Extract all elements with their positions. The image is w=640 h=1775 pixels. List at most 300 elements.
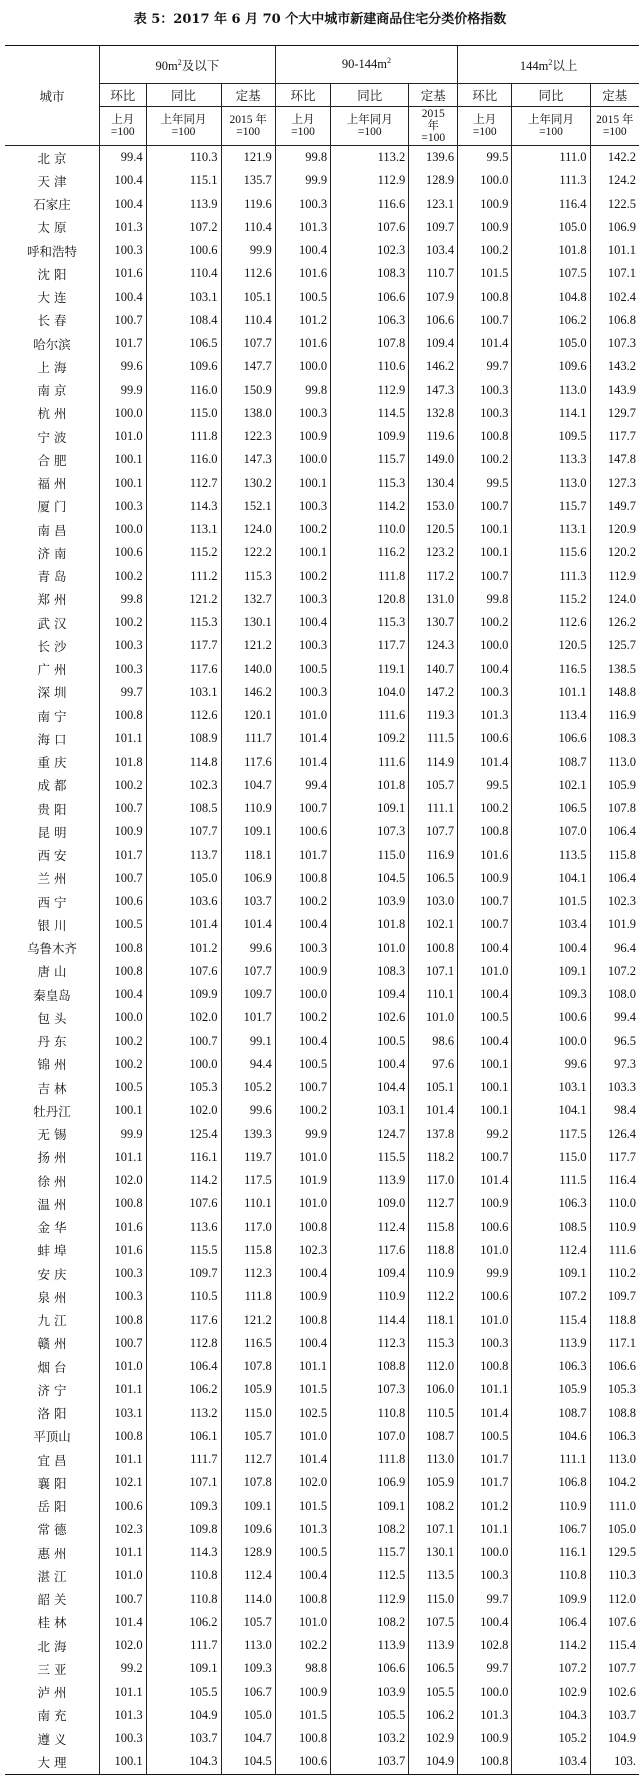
table-row — [5, 402, 639, 425]
index-value: 121.2 — [221, 1309, 275, 1332]
index-value: 112.6 — [512, 611, 590, 634]
index-value: 112.2 — [409, 1285, 458, 1308]
index-value: 112.9 — [590, 565, 639, 588]
city-name: 乌鲁木齐 — [26, 941, 77, 957]
index-value: 116.0 — [146, 379, 221, 402]
city-name: 扬 州 — [37, 1150, 67, 1166]
index-value: 110.5 — [409, 1402, 458, 1425]
index-value: 101.2 — [146, 937, 221, 960]
index-value: 101.0 — [458, 1239, 512, 1262]
index-value: 114.1 — [512, 402, 590, 425]
city-name: 济 宁 — [37, 1382, 67, 1398]
index-value: 107.8 — [221, 1355, 275, 1378]
index-value: 99.1 — [221, 1030, 275, 1053]
index-value: 111.0 — [512, 146, 590, 170]
index-value: 100.4 — [458, 658, 512, 681]
city-name: 广 州 — [37, 662, 67, 678]
index-value: 115.3 — [146, 611, 221, 634]
index-value: 117.6 — [331, 1239, 409, 1262]
city-name: 青 岛 — [37, 569, 67, 585]
index-value: 117.7 — [590, 1146, 639, 1169]
index-value: 105.7 — [221, 1611, 275, 1634]
index-value: 101.1 — [99, 1681, 146, 1704]
index-value: 101.0 — [99, 1355, 146, 1378]
index-value: 101.3 — [99, 216, 146, 239]
index-value: 105.9 — [590, 774, 639, 797]
index-value: 119.7 — [221, 1146, 275, 1169]
index-value: 113.6 — [146, 1216, 221, 1239]
index-value: 100.3 — [275, 193, 330, 216]
index-value: 115.3 — [331, 472, 409, 495]
table-row — [5, 1634, 639, 1657]
index-value: 97.3 — [590, 1053, 639, 1076]
index-value: 114.2 — [512, 1634, 590, 1657]
base-label-prev-year: 上年同月 =100 — [146, 107, 221, 146]
index-value: 113.9 — [512, 1332, 590, 1355]
index-value: 110.9 — [590, 1216, 639, 1239]
index-value: 113.1 — [512, 518, 590, 541]
index-value: 100.4 — [99, 983, 146, 1006]
index-value: 100.7 — [458, 913, 512, 936]
index-value: 102.9 — [409, 1727, 458, 1750]
index-value: 112.3 — [221, 1262, 275, 1285]
index-value: 99.7 — [458, 355, 512, 378]
index-value: 130.2 — [221, 472, 275, 495]
index-value: 115.3 — [331, 611, 409, 634]
sub-header-yoy: 同比 — [146, 84, 221, 107]
index-value: 101.1 — [275, 1355, 330, 1378]
index-value: 102.0 — [99, 1634, 146, 1657]
index-value: 100.8 — [409, 937, 458, 960]
index-value: 104.9 — [146, 1704, 221, 1727]
index-value: 101.1 — [99, 1378, 146, 1401]
index-value: 114.2 — [146, 1169, 221, 1192]
index-value: 108.9 — [146, 727, 221, 750]
city-name: 桂 林 — [37, 1615, 67, 1631]
table-row — [5, 355, 639, 378]
index-value: 109.9 — [146, 983, 221, 1006]
index-value: 101.9 — [275, 1169, 330, 1192]
index-value: 103.2 — [331, 1727, 409, 1750]
index-value: 110.4 — [221, 309, 275, 332]
index-value: 102.4 — [590, 286, 639, 309]
city-name: 呼和浩特 — [26, 243, 77, 259]
index-value: 100.7 — [99, 867, 146, 890]
index-value: 113.0 — [221, 1634, 275, 1657]
index-value: 106.2 — [409, 1704, 458, 1727]
index-value: 100.0 — [275, 355, 330, 378]
index-value: 109.0 — [331, 1192, 409, 1215]
index-value: 102.9 — [512, 1681, 590, 1704]
index-value: 102.1 — [512, 774, 590, 797]
index-value: 111.7 — [221, 727, 275, 750]
index-value: 106.5 — [409, 1657, 458, 1680]
index-value: 100.8 — [275, 1216, 330, 1239]
table-row — [5, 448, 639, 471]
index-value: 101.0 — [331, 937, 409, 960]
index-value: 118.8 — [409, 1239, 458, 1262]
table-row — [5, 1285, 639, 1308]
index-value: 104.6 — [512, 1425, 590, 1448]
table-row — [5, 1309, 639, 1332]
city-name: 杭 州 — [37, 406, 67, 422]
index-value: 104.2 — [590, 1471, 639, 1494]
index-value: 100.8 — [99, 937, 146, 960]
index-value: 129.5 — [590, 1541, 639, 1564]
index-value: 102.6 — [590, 1681, 639, 1704]
index-value: 100.8 — [99, 704, 146, 727]
index-value: 104.3 — [146, 1750, 221, 1774]
index-value: 108.7 — [512, 751, 590, 774]
index-value: 108.8 — [331, 1355, 409, 1378]
index-value: 99.8 — [275, 146, 330, 170]
index-value: 100.0 — [275, 448, 330, 471]
table-row — [5, 169, 639, 192]
index-value: 103.6 — [146, 890, 221, 913]
index-value: 109.7 — [146, 1262, 221, 1285]
index-value: 105.0 — [512, 332, 590, 355]
index-value: 99.7 — [458, 1657, 512, 1680]
index-value: 100.1 — [99, 472, 146, 495]
index-value: 111.6 — [331, 751, 409, 774]
index-value: 132.7 — [221, 588, 275, 611]
table-row — [5, 495, 639, 518]
table-row — [5, 1378, 639, 1401]
price-index-table — [5, 45, 639, 1775]
index-value: 101.9 — [590, 913, 639, 936]
index-value: 107.1 — [409, 1518, 458, 1541]
index-value: 108.3 — [331, 262, 409, 285]
index-value: 111.3 — [512, 169, 590, 192]
index-value: 104.9 — [409, 1750, 458, 1774]
index-value: 130.7 — [409, 611, 458, 634]
index-value: 116.9 — [590, 704, 639, 727]
index-value: 101.1 — [99, 1541, 146, 1564]
city-name: 合 肥 — [37, 452, 67, 468]
city-name: 深 圳 — [37, 685, 67, 701]
table-row — [5, 146, 639, 170]
index-value: 101.3 — [458, 704, 512, 727]
index-value: 100.1 — [99, 1750, 146, 1774]
index-value: 107.7 — [221, 332, 275, 355]
index-value: 124.0 — [221, 518, 275, 541]
index-value: 109.7 — [590, 1285, 639, 1308]
table-row — [5, 262, 639, 285]
city-name: 泸 州 — [37, 1685, 67, 1701]
index-value: 100.6 — [99, 1495, 146, 1518]
table-row — [5, 658, 639, 681]
index-value: 147.2 — [409, 681, 458, 704]
index-value: 106.6 — [590, 1355, 639, 1378]
index-value: 113.5 — [512, 844, 590, 867]
index-value: 100.1 — [458, 541, 512, 564]
index-value: 101.6 — [458, 844, 512, 867]
index-value: 111.7 — [146, 1634, 221, 1657]
table-row — [5, 1402, 639, 1425]
city-name: 厦 门 — [37, 499, 67, 515]
index-value: 128.9 — [221, 1541, 275, 1564]
index-value: 100.0 — [275, 983, 330, 1006]
base-label-prev-month: 上月 =100 — [458, 107, 512, 146]
index-value: 107.3 — [590, 332, 639, 355]
city-name: 北 京 — [37, 150, 67, 166]
index-value: 103.1 — [512, 1076, 590, 1099]
index-value: 101.4 — [275, 727, 330, 750]
index-value: 100.3 — [99, 634, 146, 657]
city-name: 安 庆 — [37, 1266, 67, 1282]
index-value: 100.8 — [458, 286, 512, 309]
index-value: 100.2 — [458, 797, 512, 820]
city-name: 银 川 — [37, 917, 67, 933]
index-value: 120.2 — [590, 541, 639, 564]
index-value: 100.8 — [275, 1727, 330, 1750]
index-value: 100.2 — [99, 611, 146, 634]
index-value: 107.1 — [146, 1471, 221, 1494]
city-name: 福 州 — [37, 476, 67, 492]
index-value: 116.4 — [512, 193, 590, 216]
index-value: 100.2 — [275, 518, 330, 541]
index-value: 116.5 — [512, 658, 590, 681]
city-name: 包 头 — [37, 1010, 67, 1026]
index-value: 100.4 — [275, 239, 330, 262]
index-value: 100.3 — [458, 379, 512, 402]
index-value: 110.9 — [221, 797, 275, 820]
index-value: 99.9 — [275, 1123, 330, 1146]
index-value: 100.8 — [275, 867, 330, 890]
index-value: 111.6 — [590, 1239, 639, 1262]
index-value: 122.5 — [590, 193, 639, 216]
index-value: 101.4 — [458, 332, 512, 355]
index-value: 107.3 — [331, 1378, 409, 1401]
index-value: 119.3 — [409, 704, 458, 727]
index-value: 116.1 — [512, 1541, 590, 1564]
index-value: 100.4 — [99, 193, 146, 216]
base-label-prev-year: 上年同月 =100 — [331, 107, 409, 146]
base-label-prev-month: 上月 =100 — [99, 107, 146, 146]
city-name: 九 江 — [37, 1313, 67, 1329]
index-value: 109.4 — [409, 332, 458, 355]
index-value: 106.0 — [409, 1378, 458, 1401]
index-value: 99.8 — [99, 588, 146, 611]
index-value: 115.1 — [146, 169, 221, 192]
index-value: 124.7 — [331, 1123, 409, 1146]
index-value: 107.2 — [512, 1657, 590, 1680]
table-row — [5, 1727, 639, 1750]
city-name: 蚌 埠 — [37, 1243, 67, 1259]
index-value: 100.5 — [331, 1030, 409, 1053]
index-value: 100.4 — [275, 1262, 330, 1285]
index-value: 100.4 — [512, 937, 590, 960]
city-name: 重 庆 — [37, 755, 67, 771]
index-value: 116.1 — [146, 1146, 221, 1169]
index-value: 100.0 — [458, 1681, 512, 1704]
table-row — [5, 797, 639, 820]
index-value: 113.9 — [409, 1634, 458, 1657]
index-value: 104.5 — [221, 1750, 275, 1774]
index-value: 100.2 — [99, 1053, 146, 1076]
index-value: 143.2 — [590, 355, 639, 378]
city-name: 海 口 — [37, 731, 67, 747]
index-value: 100.0 — [99, 1006, 146, 1029]
city-name: 济 南 — [37, 545, 67, 561]
index-value: 101.4 — [409, 1099, 458, 1122]
index-value: 109.6 — [221, 1518, 275, 1541]
index-value: 113.9 — [331, 1634, 409, 1657]
index-value: 126.4 — [590, 1123, 639, 1146]
index-value: 124.3 — [409, 634, 458, 657]
index-value: 99.4 — [275, 774, 330, 797]
index-value: 100.4 — [458, 1030, 512, 1053]
index-value: 102.1 — [99, 1471, 146, 1494]
table-body — [5, 146, 639, 1775]
city-name: 岳 阳 — [37, 1499, 67, 1515]
group-header-large: $144m^2$以上 — [458, 46, 639, 84]
index-value: 112.9 — [331, 169, 409, 192]
index-value: 100.1 — [458, 518, 512, 541]
index-value: 109.1 — [146, 1657, 221, 1680]
index-value: 100.4 — [275, 1332, 330, 1355]
index-value: 112.8 — [146, 1332, 221, 1355]
index-value: 106.3 — [512, 1355, 590, 1378]
index-value: 108.8 — [590, 1402, 639, 1425]
index-value: 103. — [590, 1750, 639, 1774]
index-value: 111.0 — [590, 1495, 639, 1518]
index-value: 100.3 — [275, 588, 330, 611]
index-value: 100.0 — [146, 1053, 221, 1076]
table-row — [5, 844, 639, 867]
table-row — [5, 913, 639, 936]
index-value: 149.0 — [409, 448, 458, 471]
index-value: 103.3 — [590, 1076, 639, 1099]
index-value: 110.8 — [146, 1588, 221, 1611]
index-value: 110.3 — [146, 146, 221, 170]
index-value: 112.0 — [409, 1355, 458, 1378]
index-value: 128.9 — [409, 169, 458, 192]
index-value: 117.7 — [146, 634, 221, 657]
table-row — [5, 1169, 639, 1192]
table-row — [5, 216, 639, 239]
index-value: 117.7 — [590, 425, 639, 448]
table-row — [5, 1076, 639, 1099]
index-value: 101.8 — [99, 751, 146, 774]
index-value: 100.2 — [99, 565, 146, 588]
index-value: 106.3 — [512, 1192, 590, 1215]
index-value: 100.5 — [99, 1076, 146, 1099]
index-value: 101.0 — [458, 1309, 512, 1332]
index-value: 116.4 — [590, 1169, 639, 1192]
index-value: 104.3 — [512, 1704, 590, 1727]
index-value: 102.6 — [331, 1006, 409, 1029]
table-row — [5, 681, 639, 704]
index-value: 107.0 — [331, 1425, 409, 1448]
index-value: 113.0 — [409, 1448, 458, 1471]
index-value: 99.8 — [458, 588, 512, 611]
index-value: 113.9 — [331, 1169, 409, 1192]
index-value: 94.4 — [221, 1053, 275, 1076]
index-value: 114.5 — [331, 402, 409, 425]
index-value: 100.3 — [99, 658, 146, 681]
index-value: 96.5 — [590, 1030, 639, 1053]
index-value: 139.3 — [221, 1123, 275, 1146]
city-name: 惠 州 — [37, 1545, 67, 1561]
index-value: 107.3 — [331, 820, 409, 843]
table-row — [5, 1262, 639, 1285]
index-value: 120.9 — [590, 518, 639, 541]
index-value: 110.9 — [512, 1495, 590, 1518]
index-value: 115.0 — [146, 402, 221, 425]
sub-header-base: 定基 — [590, 84, 639, 107]
index-value: 100.8 — [458, 1355, 512, 1378]
index-value: 112.4 — [512, 1239, 590, 1262]
index-value: 106.5 — [512, 797, 590, 820]
base-label-2015: 2015 年 =100 — [221, 107, 275, 146]
index-value: 109.1 — [331, 797, 409, 820]
index-value: 112.5 — [331, 1564, 409, 1587]
index-value: 104.9 — [590, 1727, 639, 1750]
index-value: 107.0 — [512, 820, 590, 843]
city-name: 湛 江 — [37, 1568, 67, 1584]
index-value: 119.6 — [221, 193, 275, 216]
index-value: 130.4 — [409, 472, 458, 495]
table-row — [5, 1518, 639, 1541]
index-value: 110.1 — [409, 983, 458, 1006]
index-value: 101.1 — [458, 1378, 512, 1401]
city-name: 长 春 — [37, 313, 67, 329]
table-row — [5, 1611, 639, 1634]
index-value: 105.9 — [221, 1378, 275, 1401]
table-row — [5, 1588, 639, 1611]
index-value: 100.1 — [458, 1076, 512, 1099]
index-value: 101.1 — [590, 239, 639, 262]
index-value: 107.2 — [512, 1285, 590, 1308]
table-row — [5, 1006, 639, 1029]
index-value: 101.0 — [275, 1146, 330, 1169]
index-value: 101.3 — [275, 216, 330, 239]
index-value: 110.8 — [146, 1564, 221, 1587]
index-value: 101.3 — [99, 1704, 146, 1727]
city-name: 南 充 — [37, 1708, 67, 1724]
index-value: 100.3 — [99, 1285, 146, 1308]
index-value: 101.0 — [458, 960, 512, 983]
index-value: 99.2 — [458, 1123, 512, 1146]
index-value: 125.7 — [590, 634, 639, 657]
index-value: 101.5 — [458, 262, 512, 285]
table-row — [5, 239, 639, 262]
index-value: 102.3 — [590, 890, 639, 913]
index-value: 100.3 — [458, 681, 512, 704]
index-value: 101.7 — [275, 844, 330, 867]
index-value: 101.7 — [458, 1448, 512, 1471]
index-value: 113.4 — [512, 704, 590, 727]
city-name: 三 亚 — [37, 1661, 67, 1677]
index-value: 121.9 — [221, 146, 275, 170]
index-value: 99.7 — [458, 1588, 512, 1611]
index-value: 100.1 — [99, 1099, 146, 1122]
index-value: 107.2 — [146, 216, 221, 239]
city-name: 大 连 — [37, 290, 67, 306]
index-value: 106.4 — [590, 820, 639, 843]
city-name: 吉 林 — [37, 1080, 67, 1096]
table-row — [5, 1123, 639, 1146]
index-value: 124.2 — [590, 169, 639, 192]
city-name: 长 沙 — [37, 638, 67, 654]
index-value: 108.3 — [590, 727, 639, 750]
index-value: 116.5 — [221, 1332, 275, 1355]
table-row — [5, 193, 639, 216]
index-value: 101.8 — [331, 913, 409, 936]
index-value: 109.1 — [512, 1262, 590, 1285]
index-value: 106.2 — [146, 1611, 221, 1634]
